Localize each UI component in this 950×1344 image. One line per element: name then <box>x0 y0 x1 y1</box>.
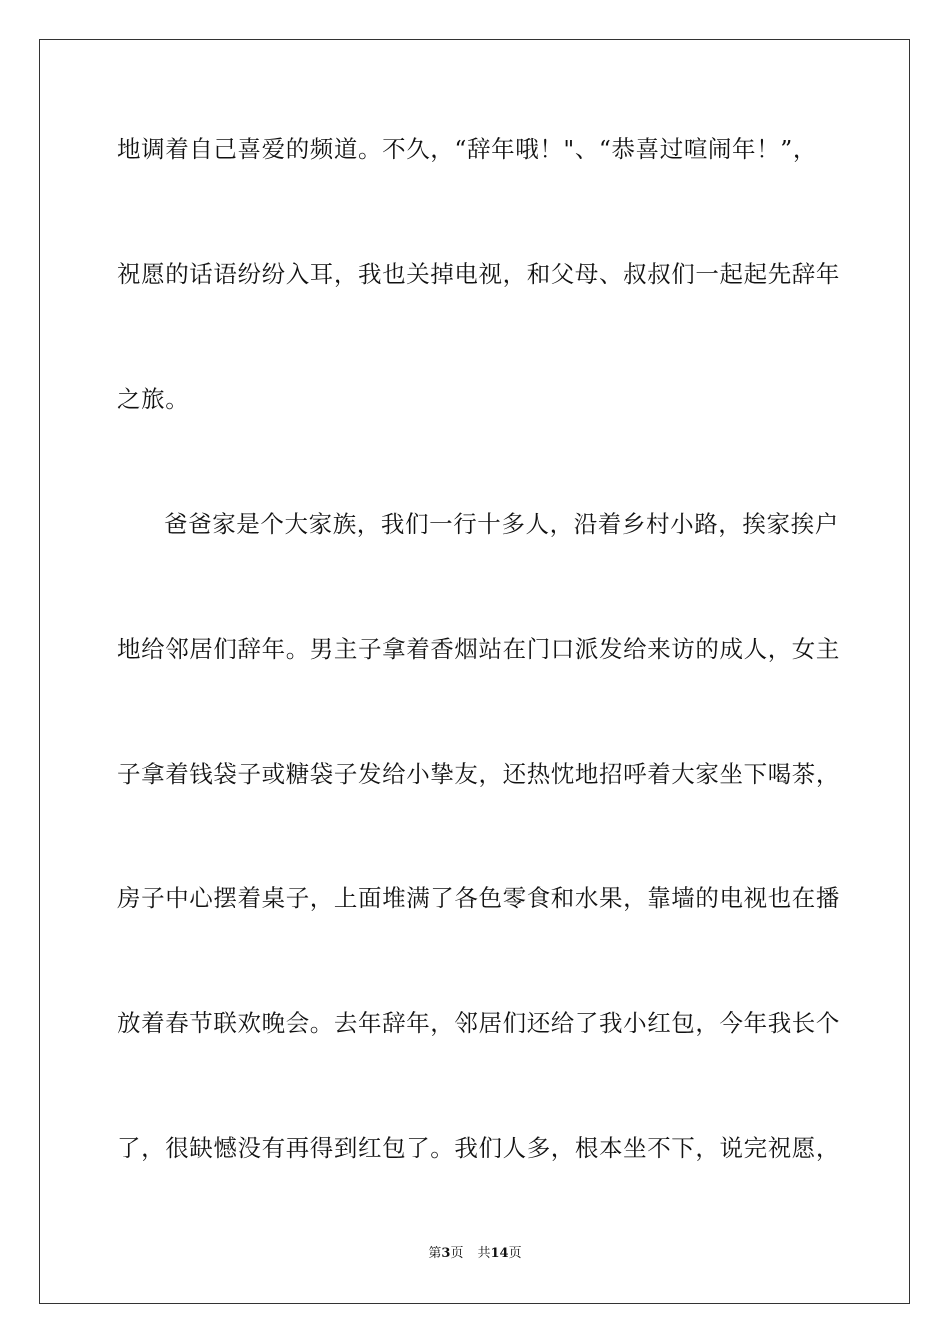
text-line: 房子中心摆着桌子，上面堆满了各色零食和水果，靠墙的电视也在播 <box>117 884 840 912</box>
paragraph-first-line: 爸爸家是个大家族，我们一行十多人，沿着乡村小路，挨家挨户 <box>164 510 839 538</box>
text-line: 祝愿的话语纷纷入耳，我也关掉电视，和父母、叔叔们一起起先辞年 <box>117 260 840 288</box>
text-line: 之旅。 <box>117 385 190 413</box>
text-line: 地调着自己喜爱的频道。不久，“辞年哦！"、“恭喜过喧闹年！”， <box>117 135 817 163</box>
page-number: 3 <box>441 1246 451 1261</box>
page-prefix: 第 <box>428 1246 442 1261</box>
total-pages: 14 <box>490 1246 509 1261</box>
total-prefix: 共 <box>477 1246 491 1261</box>
text-line: 子拿着钱袋子或糖袋子发给小挚友，还热忱地招呼着大家坐下喝茶， <box>117 760 840 788</box>
text-line: 地给邻居们辞年。男主子拿着香烟站在门口派发给来访的成人，女主 <box>117 635 840 663</box>
page-border <box>39 39 910 1304</box>
text-line: 放着春节联欢晚会。去年辞年，邻居们还给了我小红包，今年我长个 <box>117 1009 840 1037</box>
total-suffix: 页 <box>508 1246 522 1261</box>
page-suffix: 页 <box>450 1246 464 1261</box>
text-line: 了，很缺憾没有再得到红包了。我们人多，根本坐不下，说完祝愿， <box>117 1134 840 1162</box>
page-footer <box>0 1245 950 1263</box>
